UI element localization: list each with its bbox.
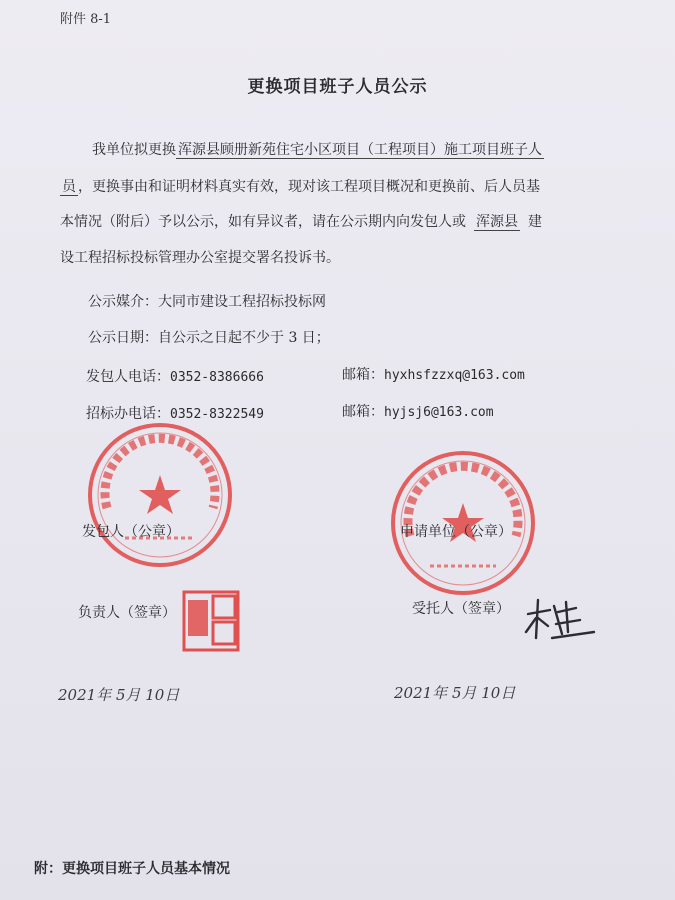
line2-fill: 员 — [62, 179, 76, 195]
owner-person-label: 负责人（签章） — [78, 605, 176, 621]
office-phone-label: 招标办电话： — [86, 406, 170, 422]
line1-prefix: 我单位拟更换 — [92, 142, 176, 158]
owner-phone: 0352-8386666 — [170, 370, 264, 385]
office-phone: 0352-8322549 — [170, 407, 264, 422]
body-line-2 — [60, 180, 540, 194]
body-line-1 — [92, 143, 544, 157]
county-fill: 浑源县 — [476, 214, 518, 230]
owner-phone-row — [86, 366, 264, 386]
office-email-row — [342, 401, 494, 421]
body-line-4: 设工程招标投标管理办公室提交署名投诉书。 — [60, 250, 340, 266]
owner-seal-label: 发包人（公章） — [82, 524, 180, 540]
publicity-media: 公示媒介：大同市建设工程招标投标网 — [88, 294, 326, 310]
line2-rest: ，更换事由和证明材料真实有效，现对该工程项目概况和更换前、后人员基 — [78, 179, 540, 195]
handwritten-signature-icon — [522, 594, 602, 644]
personal-seal-icon — [182, 590, 240, 652]
owner-official-seal-icon — [85, 420, 235, 570]
applicant-date: 2021年 5月 10日 — [394, 684, 516, 702]
owner-email-row — [342, 364, 525, 384]
office-email-label: 邮箱： — [342, 404, 384, 420]
applicant-person-label: 受托人（签章） — [412, 601, 510, 617]
owner-email-label: 邮箱： — [342, 367, 384, 383]
line3-end: 建 — [528, 214, 542, 230]
line3-text: 本情况（附后）予以公示，如有异议者，请在公示期内向发包人或 — [60, 214, 466, 230]
owner-email: hyxhsfzzxq@163.com — [384, 368, 525, 383]
applicant-seal-label: 申请单位（公章） — [400, 524, 512, 540]
attachment-note: 附：更换项目班子人员基本情况 — [34, 861, 230, 877]
body-line-3 — [60, 215, 542, 229]
attachment-label: 附件 8-1 — [60, 12, 112, 27]
document-title: 更换项目班子人员公示 — [247, 77, 428, 97]
owner-phone-label: 发包人电话： — [86, 369, 170, 385]
publicity-date: 公示日期：自公示之日起不少于 3 日； — [88, 330, 330, 346]
owner-date: 2021年 5月 10日 — [58, 686, 180, 704]
project-name-fill: 浑源县顾册新苑住宅小区项目（工程项目）施工项目班子人 — [178, 142, 542, 158]
office-email: hyjsj6@163.com — [384, 405, 494, 420]
